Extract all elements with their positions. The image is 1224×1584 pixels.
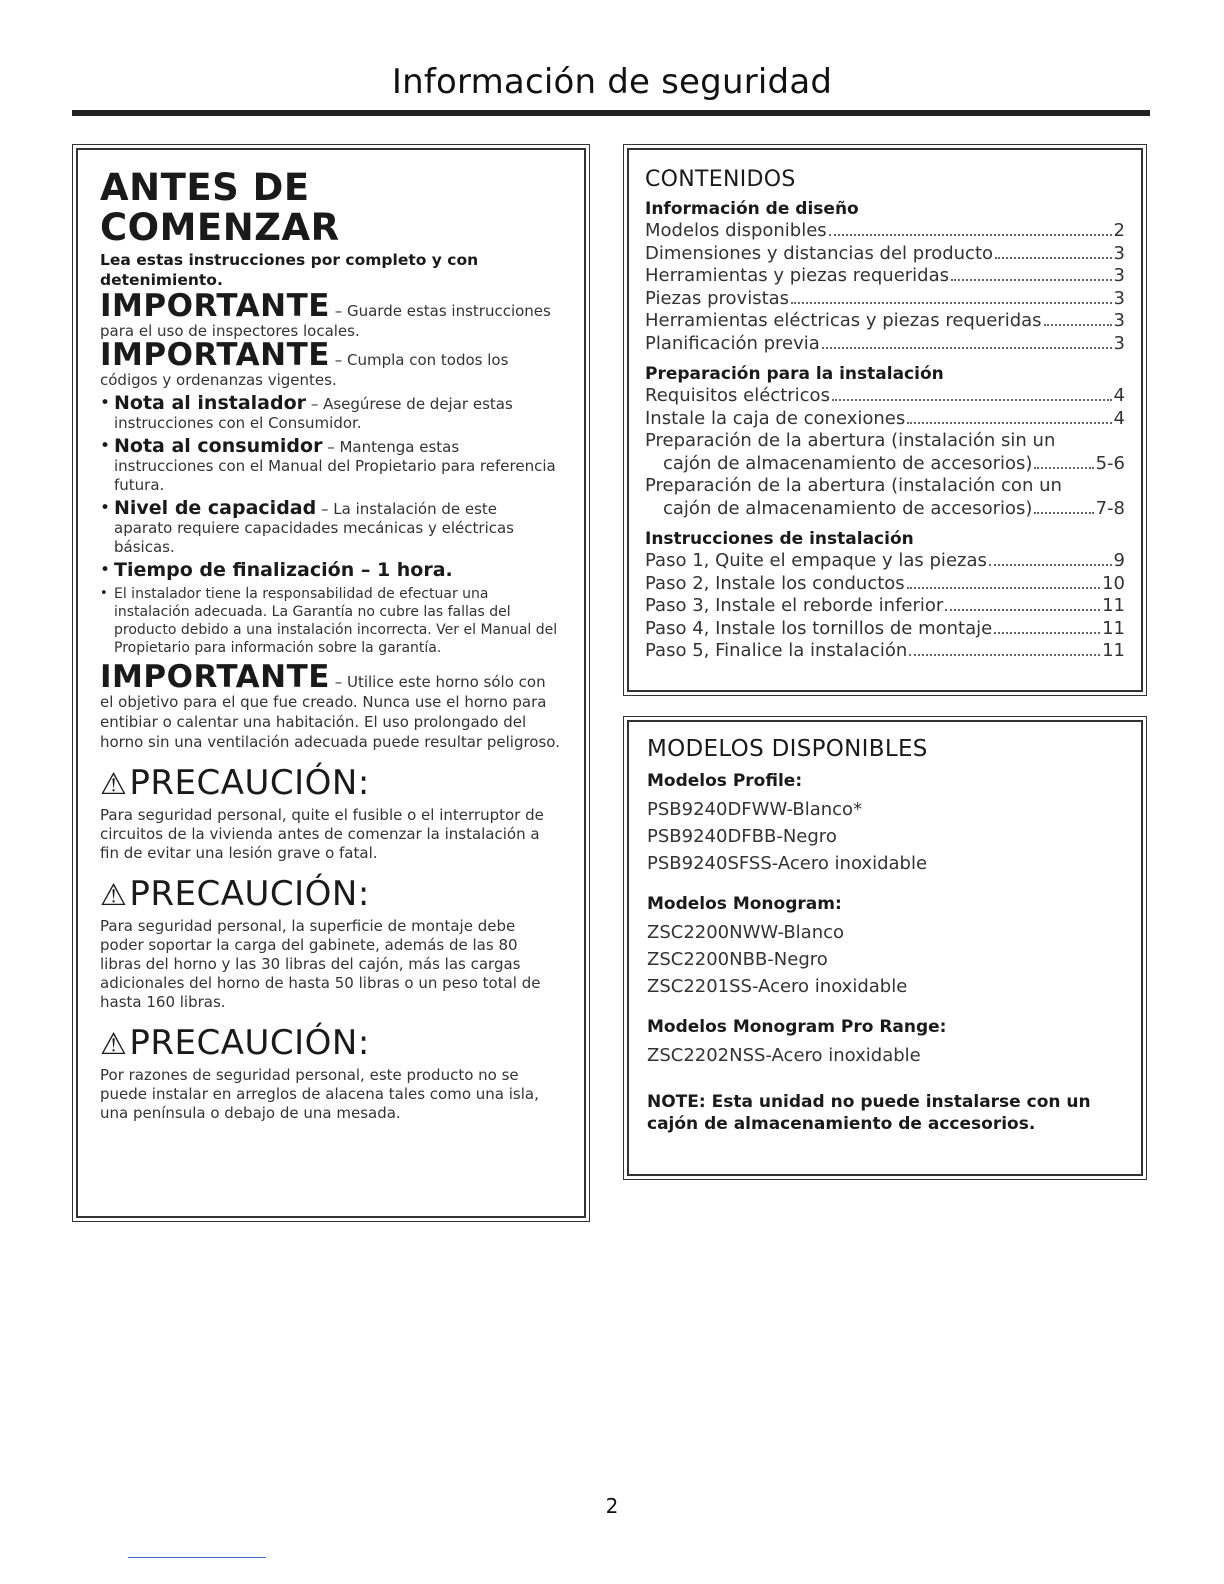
caution-heading-1: ⚠PRECAUCIÓN: — [100, 763, 370, 803]
before-you-begin-box — [76, 148, 586, 1218]
note-label: Nivel de capacidad — [114, 497, 317, 519]
important-1 — [100, 288, 560, 341]
toc-entry[interactable]: Instale la caja de conexiones 4 — [645, 407, 1125, 429]
toc-entry[interactable]: Piezas provistas 3 — [645, 287, 1125, 309]
model-item: PSB9240DFWW-Blanco* — [647, 799, 863, 820]
toc-section-heading: Instrucciones de instalación — [645, 529, 914, 549]
note-completion-time: • Tiempo de finalización – 1 hora. — [100, 559, 453, 581]
important-3 — [100, 659, 560, 752]
page-number: 2 — [605, 1494, 619, 1518]
before-subheading: Lea estas instrucciones por completo y con detenimiento. — [100, 251, 479, 289]
note-skill-level: • Nivel de capacidad – La instalación de este aparato requiere capacidades mecánicas y eléctricas básicas. — [100, 497, 514, 556]
caution-heading-3: ⚠PRECAUCIÓN: — [100, 1023, 370, 1063]
available-models-box — [627, 720, 1143, 1176]
model-item: PSB9240DFBB-Negro — [647, 826, 837, 847]
note-label: Tiempo de finalización – 1 hora. — [114, 559, 453, 581]
toc-section-heading: Preparación para la instalación — [645, 364, 944, 384]
warning-triangle-icon: ⚠ — [100, 767, 128, 802]
page-title: Información de seguridad — [391, 62, 833, 102]
model-item: ZSC2202NSS-Acero inoxidable — [647, 1045, 921, 1066]
toc-entry[interactable]: Paso 5, Finalice la instalación 11 — [645, 640, 1125, 661]
models-group-heading: Modelos Profile: — [647, 771, 803, 791]
toc-section-heading: Información de diseño — [645, 199, 859, 219]
important-word: IMPORTANTE — [100, 659, 330, 695]
toc-entry[interactable]: Paso 2, Instale los conductos 10 — [645, 572, 1125, 594]
important-text: – Guarde estas instrucciones para el uso de inspectores locales. — [100, 302, 551, 340]
note-text: – Mantenga estas instrucciones con el Manual del Propietario para referencia futura. — [114, 438, 556, 494]
models-group-heading: Modelos Monogram: — [647, 894, 842, 914]
toc-entry-multiline[interactable]: Preparación de la abertura (instalación sin un cajón de almacenamiento de accesorios) 5-6 — [645, 430, 1125, 474]
caution-text-3: Por razones de seguridad personal, este producto no se puede instalar en arreglos de alacena tales como una isla, una península o debajo de una mesada. — [100, 1066, 539, 1122]
toc-entry[interactable]: Herramientas y piezas requeridas 3 — [645, 265, 1125, 286]
note-installer: • Nota al instalador – Asegúrese de dejar estas instrucciones con el Consumidor. — [100, 392, 513, 432]
important-2 — [100, 337, 560, 390]
models-group-heading: Modelos Monogram Pro Range: — [647, 1017, 947, 1037]
toc-entry[interactable]: Modelos disponibles 2 — [645, 220, 1125, 241]
models-title: MODELOS DISPONIBLES — [647, 736, 928, 762]
toc-entry[interactable]: Dimensiones y distancias del producto 3 — [645, 242, 1125, 264]
note-consumer: • Nota al consumidor – Mantenga estas instrucciones con el Manual del Propietario para referencia futura. — [100, 435, 556, 494]
note-label: Nota al instalador — [114, 392, 307, 414]
important-word: IMPORTANTE — [100, 337, 330, 373]
toc-entry-multiline[interactable]: Preparación de la abertura (instalación con un cajón de almacenamiento de accesorios) 7-8 — [645, 475, 1125, 519]
important-word: IMPORTANTE — [100, 288, 330, 324]
caution-text-1: Para seguridad personal, quite el fusible o el interruptor de circuitos de la vivienda antes de comenzar la instalación a fin de evitar una lesión grave o fatal. — [100, 806, 544, 862]
contents-title: CONTENIDOS — [645, 167, 796, 192]
model-item: ZSC2200NWW-Blanco — [647, 922, 845, 943]
toc-entry[interactable]: Herramientas eléctricas y piezas requeridas 3 — [645, 310, 1125, 331]
caution-text-2: Para seguridad personal, la superficie de montaje debe poder soportar la carga del gabinete, además de las 80 libras del horno y las 30 libras del cajón, más las cargas adicionales del horno de hasta 50 libras o un peso total de hasta 160 libras. — [100, 917, 541, 1011]
note-text: – Asegúrese de dejar estas instrucciones con el Consumidor. — [114, 395, 513, 432]
footer-link-line — [128, 1557, 266, 1558]
notes-list — [100, 394, 560, 657]
model-item: ZSC2201SS-Acero inoxidable — [647, 976, 908, 997]
before-heading: ANTES DE COMENZAR — [100, 166, 340, 249]
toc-entry[interactable]: Requisitos eléctricos 4 — [645, 385, 1125, 406]
important-text: – Cumpla con todos los códigos y ordenanzas vigentes. — [100, 351, 509, 389]
toc-entry[interactable]: Paso 3, Instale el reborde inferior 11 — [645, 595, 1125, 616]
warning-triangle-icon: ⚠ — [100, 1027, 128, 1062]
toc-entry[interactable]: Paso 1, Quite el empaque y las piezas 9 — [645, 550, 1125, 571]
note-label: Nota al consumidor — [114, 435, 323, 457]
models-note: NOTE: Esta unidad no puede instalarse con un cajón de almacenamiento de accesorios. — [647, 1092, 1091, 1134]
toc-entry[interactable]: Paso 4, Instale los tornillos de montaje 11 — [645, 617, 1125, 639]
note-text: – La instalación de este aparato requiere capacidades mecánicas y eléctricas básicas. — [114, 500, 514, 556]
toc-entry[interactable]: Planificación previa 3 — [645, 332, 1125, 354]
note-warranty: • El instalador tiene la responsabilidad de efectuar una instalación adecuada. La Garantía no cubre las fallas del producto debido a una instalación incorrecta. Ver el Manual del Propietario para información sobre la garantía. — [100, 586, 558, 656]
caution-heading-2: ⚠PRECAUCIÓN: — [100, 874, 370, 914]
title-rule — [72, 110, 1150, 116]
model-item: ZSC2200NBB-Negro — [647, 949, 828, 970]
warranty-text: El instalador tiene la responsabilidad de efectuar una instalación adecuada. La Garantía no cubre las fallas del producto debido a una instalación incorrecta. Ver el Manual del Propietario para información sobre la garantía. — [114, 586, 558, 656]
contents-box — [627, 148, 1143, 692]
important-text: – Utilice este horno sólo con el objetivo para el que fue creado. Nunca use el horno para entibiar o calentar una habitación. El uso prolongado del horno sin una ventilación adecuada puede resultar peligroso. — [100, 673, 560, 751]
warning-triangle-icon: ⚠ — [100, 878, 128, 913]
model-item: PSB9240SFSS-Acero inoxidable — [647, 853, 928, 874]
